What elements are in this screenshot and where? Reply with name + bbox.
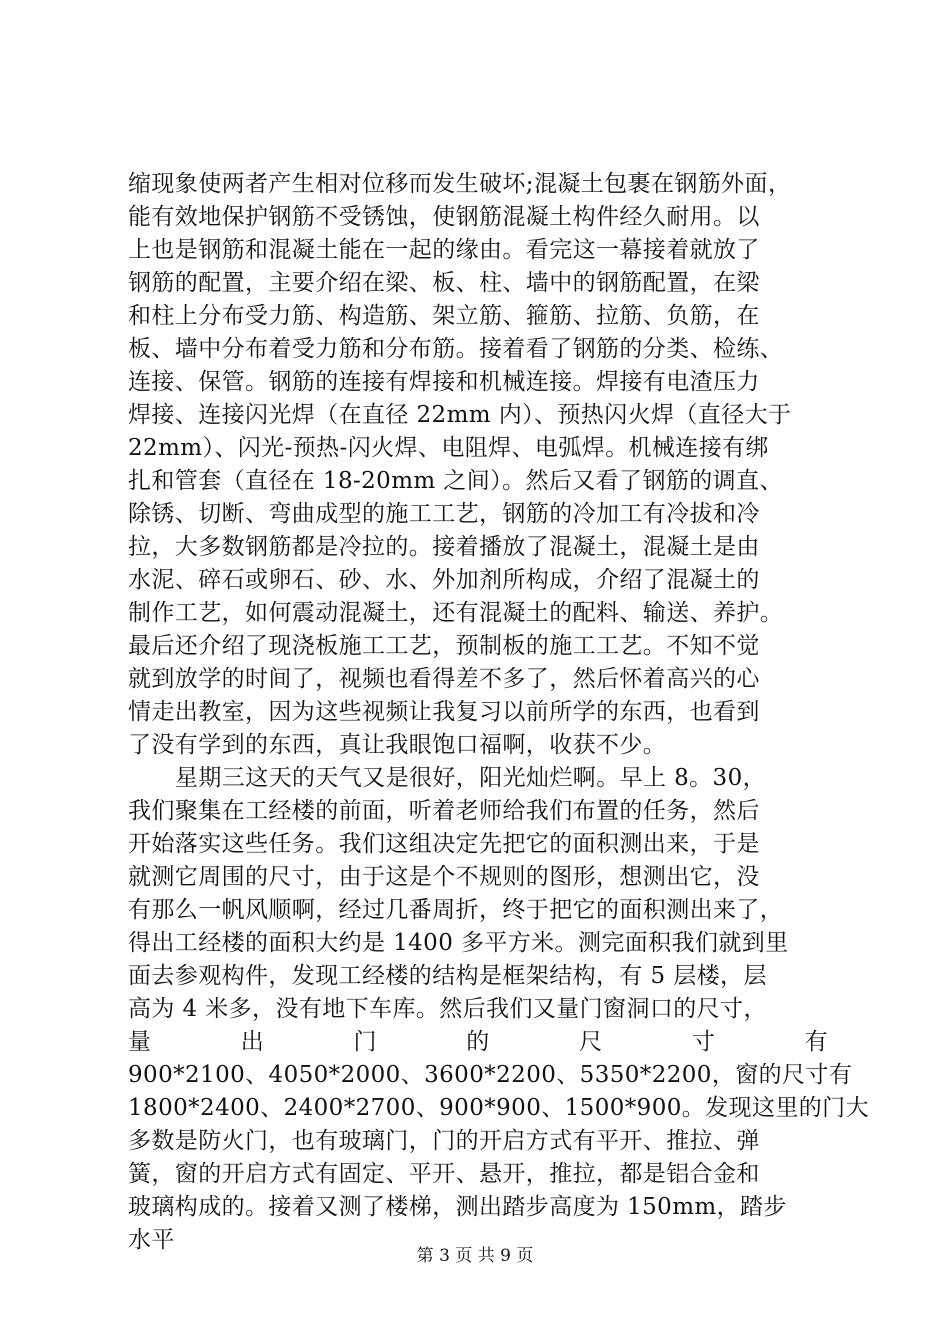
text-line: 了没有学到的东西，真让我眼饱口福啊，收获不少。 [128,732,667,758]
text-line: 玻璃构成的。接着又测了楼梯，测出踏步高度为 150mm，踏步 [128,1194,787,1220]
text-line: 拉，大多数钢筋都是冷拉的。接着播放了混凝土，混凝土是由 [128,534,760,560]
spread-char: 寸 [691,1029,716,1055]
text-line: 连接、保管。钢筋的连接有焊接和机械连接。焊接有电渣压力 [128,369,760,395]
text-line: 900*2100、4050*2000、3600*2200、5350*2200，窗的尺寸有 [128,1062,853,1088]
spread-char: 的 [466,1029,490,1055]
page-number: 第 3 页 共 9 页 [416,1246,534,1266]
body-text [128,168,869,1257]
text-line: 多数是防火门，也有玻璃门，门的开启方式有平开、推拉、弹 [128,1128,760,1154]
text-line: 开始落实这些任务。我们这组决定先把它的面积测出来，于是 [128,831,760,857]
paragraph-first-line: 星期三这天的天气又是很好，阳光灿烂啊。早上 8。30， [175,765,767,791]
spread-char: 门 [353,1029,377,1055]
page-footer [0,1244,950,1268]
text-line: 高为 4 米多，没有地下车库。然后我们又量门窗洞口的尺寸， [128,996,767,1022]
text-line: 水平 [128,1227,175,1253]
text-line: 就到放学的时间了，视频也看得差不多了，然后怀着高兴的心 [128,666,760,692]
text-line: 面去参观构件，发现工经楼的结构是框架结构，有 5 层楼，层 [128,963,767,989]
text-line: 焊接、连接闪光焊（在直径 22mm 内）、预热闪火焊（直径大于 [128,402,792,428]
spread-char: 尺 [579,1029,603,1055]
text-line: 上也是钢筋和混凝土能在一起的缘由。看完这一幕接着就放了 [128,237,760,263]
text-line: 水泥、碎石或卵石、砂、水、外加剂所构成，介绍了混凝土的 [128,567,760,593]
text-line: 我们聚集在工经楼的前面，听着老师给我们布置的任务，然后 [128,798,760,824]
spread-char: 有 [804,1029,828,1055]
text-line: 能有效地保护钢筋不受锈蚀，使钢筋混凝土构件经久耐用。以 [128,204,760,230]
text-line: 情走出教室，因为这些视频让我复习以前所学的东西，也看到 [128,699,760,725]
text-line: 有那么一帆风顺啊，经过几番周折，终于把它的面积测出来了， [128,897,784,923]
spread-char: 出 [240,1029,265,1055]
text-line: 最后还介绍了现浇板施工工艺，预制板的施工工艺。不知不觉 [128,633,760,659]
text-line: 1800*2400、2400*2700、900*900、1500*900。发现这里的门大 [128,1095,869,1121]
text-line: 就测它周围的尺寸，由于这是个不规则的图形，想测出它，没 [128,864,760,890]
spread-text-line [128,1026,828,1059]
text-line: 制作工艺，如何震动混凝土，还有混凝土的配料、输送、养护。 [128,600,784,626]
text-line: 和柱上分布受力筋、构造筋、架立筋、箍筋、拉筋、负筋，在 [128,303,760,329]
text-line: 钢筋的配置，主要介绍在梁、板、柱、墙中的钢筋配置，在梁 [128,270,760,296]
text-line: 缩现象使两者产生相对位移而发生破坏;混凝土包裹在钢筋外面， [128,171,792,197]
text-line: 除锈、切断、弯曲成型的施工工艺，钢筋的冷加工有冷拔和冷 [128,501,760,527]
text-line: 22mm）、闪光-预热-闪火焊、电阻焊、电弧焊。机械连接有绑 [128,435,769,461]
spread-char: 量 [128,1029,152,1055]
text-line: 扎和管套（直径在 18-20mm 之间）。然后又看了钢筋的调直、 [128,468,783,494]
text-line: 板、墙中分布着受力筋和分布筋。接着看了钢筋的分类、检练、 [128,336,784,362]
text-line: 得出工经楼的面积大约是 1400 多平方米。测完面积我们就到里 [128,930,789,956]
text-line: 簧，窗的开启方式有固定、平开、悬开，推拉，都是铝合金和 [128,1161,760,1187]
